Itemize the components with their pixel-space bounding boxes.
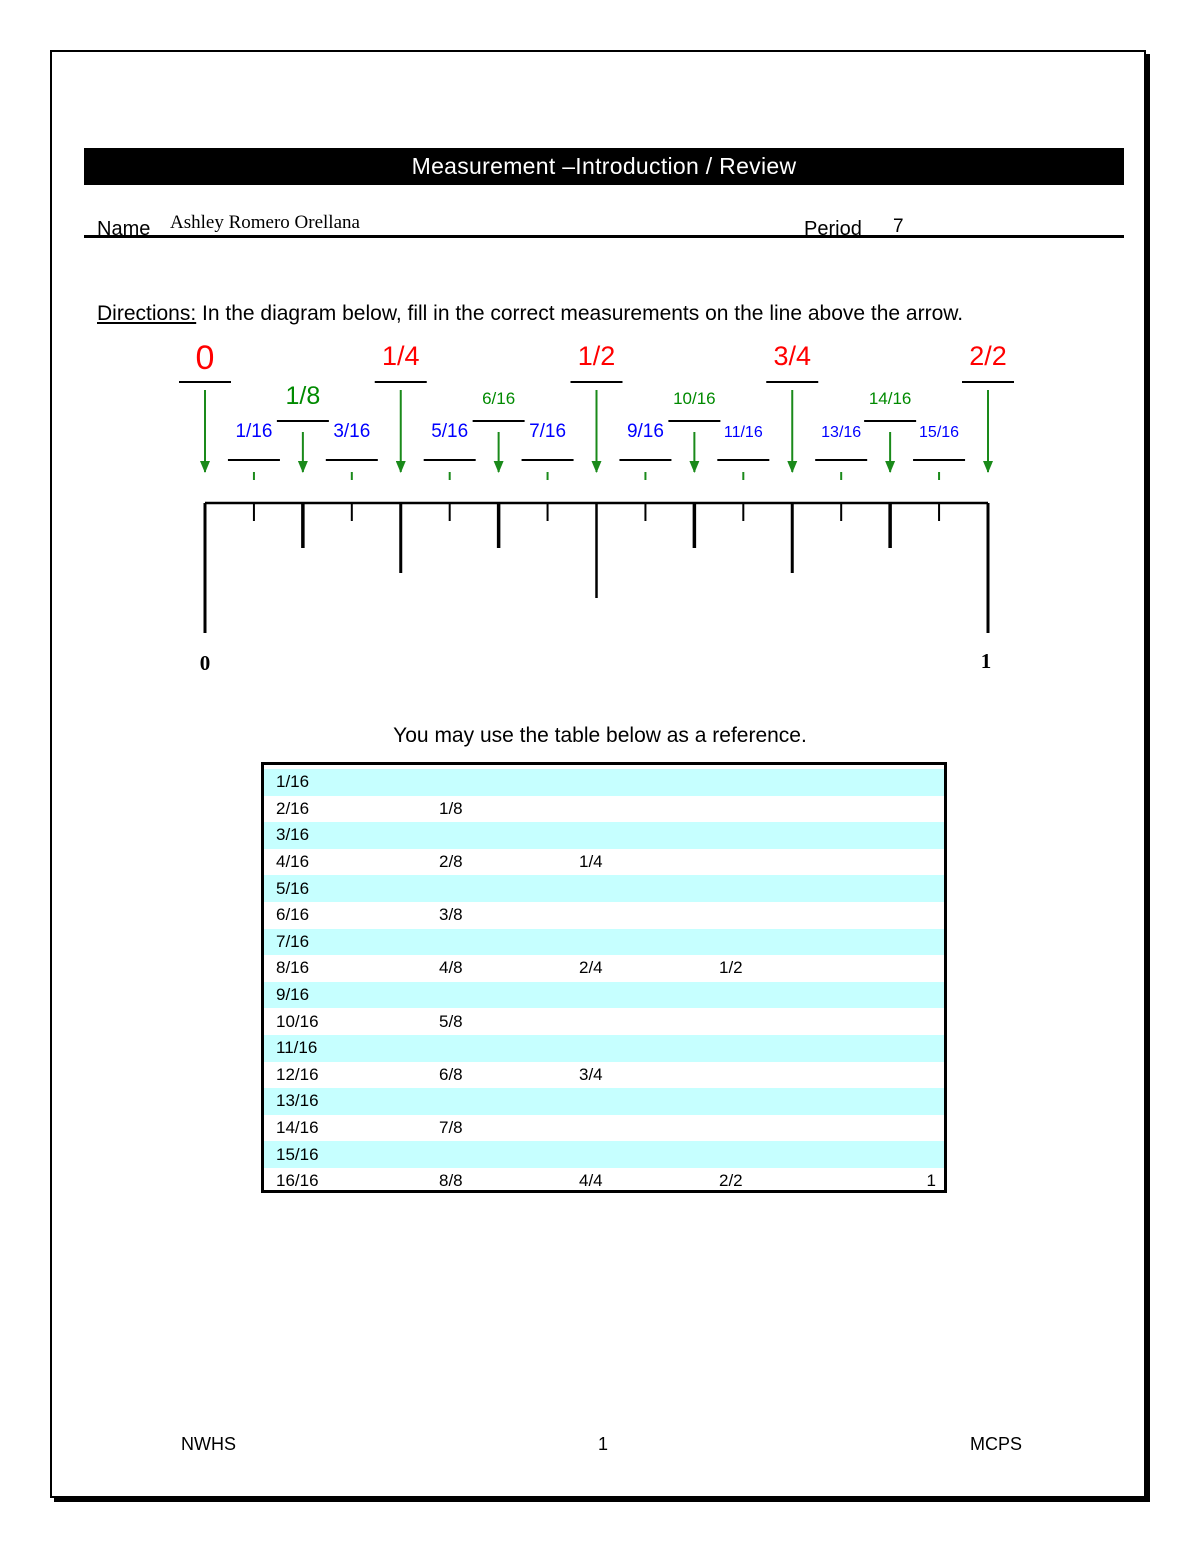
directions-label: Directions:: [97, 302, 197, 325]
answer-label: 13/16: [821, 424, 862, 441]
table-cell: 16/16: [276, 1171, 319, 1191]
answer-label: 1/4: [381, 341, 420, 371]
table-cell: 2/16: [276, 798, 310, 818]
period-label: Period: [804, 218, 862, 240]
table-cell: 13/16: [276, 1091, 319, 1111]
table-cell: 2/8: [439, 852, 463, 872]
table-cell: 1/2: [719, 958, 743, 978]
answer-label: 14/16: [868, 389, 912, 408]
table-cell: 1/8: [439, 798, 463, 818]
table-cell: 4/8: [439, 958, 463, 978]
table-cell: 14/16: [276, 1118, 319, 1138]
answer-label: 0: [195, 339, 215, 377]
table-cell: 15/16: [276, 1144, 319, 1164]
table-cell: 7/16: [276, 931, 310, 951]
table-row: [264, 1168, 944, 1195]
table-row: [264, 902, 944, 929]
answer-label: 5/16: [431, 421, 469, 442]
table-cell: 6/16: [276, 905, 310, 925]
table-cell: 12/16: [276, 1064, 319, 1084]
answer-label: 1/16: [235, 421, 273, 442]
answer-label: 9/16: [626, 421, 664, 442]
table-cell: 3/8: [439, 905, 463, 925]
table-cell: 11/16: [276, 1038, 318, 1058]
answer-label: 6/16: [482, 389, 516, 408]
table-row: [264, 769, 944, 796]
table-note: You may use the table below as a reference.: [393, 724, 807, 747]
table-cell: 9/16: [276, 985, 310, 1005]
table-cell: 2/2: [719, 1171, 743, 1191]
table-row: [264, 822, 944, 849]
footer-right: MCPS: [970, 1434, 1023, 1454]
answer-label: 3/4: [773, 341, 812, 371]
table-cell: 7/8: [439, 1118, 463, 1138]
table-row: [264, 875, 944, 902]
answer-label: 15/16: [919, 424, 960, 441]
page-title: Measurement –Introduction / Review: [84, 148, 1124, 185]
name-label: Name: [97, 218, 151, 240]
answer-label: 3/16: [333, 421, 371, 442]
table-row: [264, 1141, 944, 1168]
table-cell: 8/16: [276, 958, 310, 978]
footer-page-number: 1: [598, 1434, 609, 1454]
table-row: [264, 849, 944, 876]
answer-label: 10/16: [673, 389, 716, 408]
directions-text: In the diagram below, fill in the correct measurements on the line above the arrow.: [196, 302, 964, 325]
table-cell: 4/4: [579, 1171, 603, 1191]
table-cell: 8/8: [439, 1171, 463, 1191]
period-field[interactable]: 7: [893, 216, 904, 237]
answer-label: 2/2: [969, 341, 1007, 371]
table-row: [264, 1035, 944, 1062]
table-row: [264, 1008, 944, 1035]
table-row: [264, 1115, 944, 1142]
table-cell: 10/16: [276, 1011, 319, 1031]
ruler-end-label: 1: [980, 649, 992, 673]
table-cell: 5/8: [439, 1011, 463, 1031]
table-cell: 3/16: [276, 825, 310, 845]
ruler-diagram: [0, 0, 1200, 700]
reference-table: [261, 762, 947, 1193]
ruler-start-label: 0: [199, 651, 211, 675]
table-row: [264, 955, 944, 982]
name-field[interactable]: Ashley Romero Orellana: [170, 212, 360, 233]
answer-label: 1/2: [577, 341, 616, 371]
table-row: [264, 982, 944, 1009]
table-cell: 1/16: [276, 772, 310, 792]
table-cell: 6/8: [439, 1064, 463, 1084]
answer-label: 11/16: [723, 424, 763, 441]
table-cell: 2/4: [579, 958, 603, 978]
answer-label: 7/16: [529, 421, 567, 442]
answer-label: 1/8: [285, 382, 321, 410]
table-cell: 4/16: [276, 852, 310, 872]
table-cell: 3/4: [579, 1064, 603, 1084]
table-row: [264, 1062, 944, 1089]
table-row: [264, 929, 944, 956]
table-row: [264, 796, 944, 823]
table-cell: 5/16: [276, 878, 310, 898]
table-cell: 1: [926, 1171, 936, 1191]
table-row: [264, 1088, 944, 1115]
table-cell: 1/4: [579, 852, 603, 872]
footer-left: NWHS: [181, 1434, 236, 1454]
